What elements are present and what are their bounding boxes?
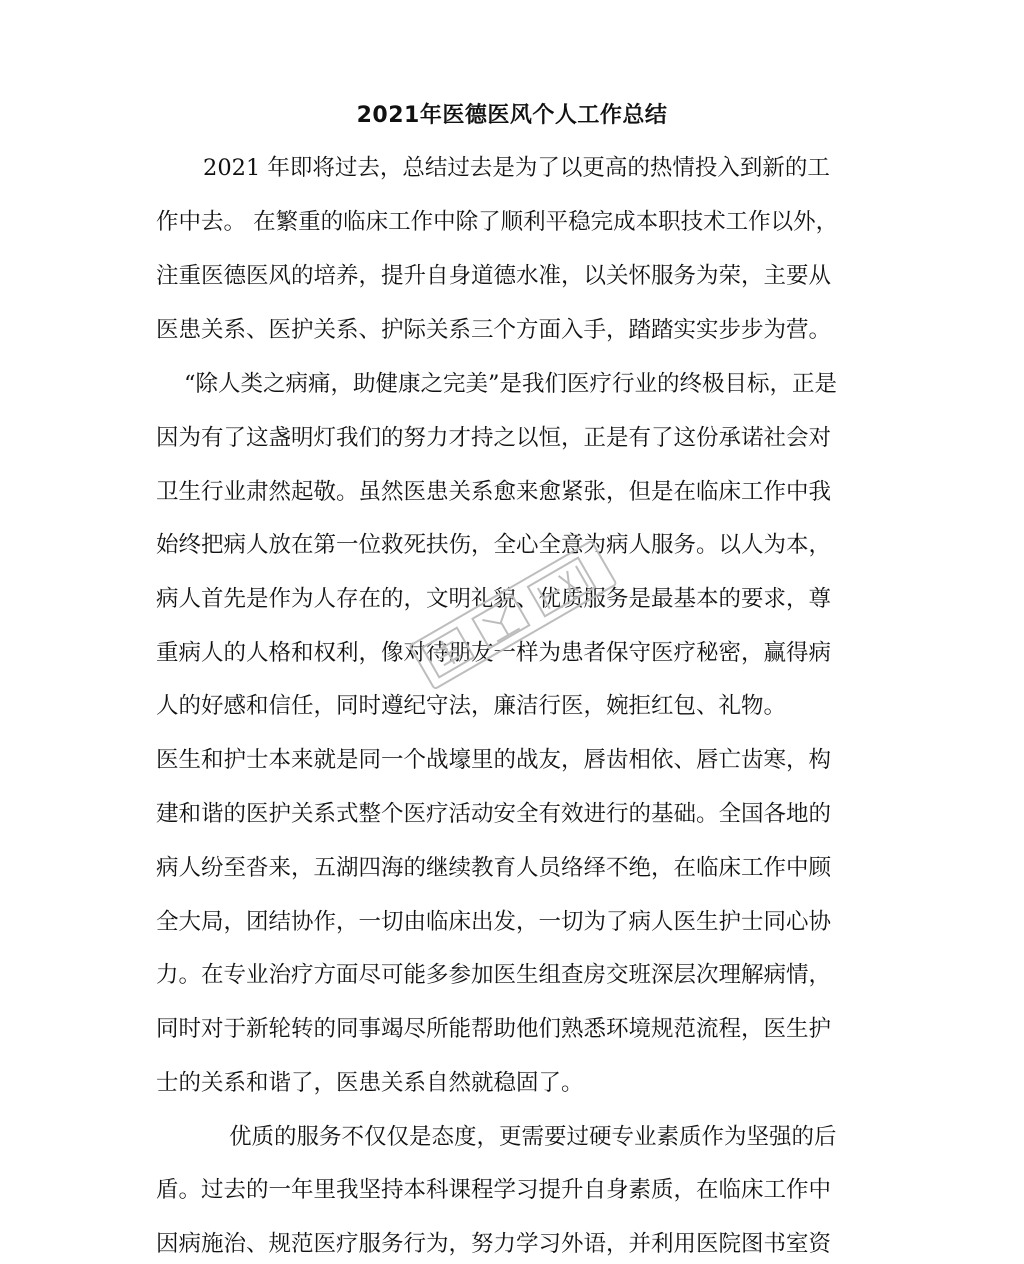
paragraph-line: 病人首先是作为人存在的，文明礼貌、优质服务是最基本的要求，尊 [156,586,832,612]
paragraph-line: 2021 年即将过去，总结过去是为了以更高的热情投入到新的工 [203,155,830,181]
paragraph-line: 注重医德医风的培养，提升自身道德水准，以关怀服务为荣，主要从 [156,263,832,289]
paragraph-line: 建和谐的医护关系式整个医疗活动安全有效进行的基础。全国各地的 [156,801,832,827]
paragraph-line: 医生和护士本来就是同一个战壕里的战友，唇齿相依、唇亡齿寒，构 [156,747,832,773]
paragraph-line: 因病施治、规范医疗服务行为，努力学习外语，并利用医院图书室资 [156,1231,832,1257]
paragraph-line: “除人类之病痛，助健康之完美”是我们医疗行业的终极目标，正是 [184,371,838,397]
paragraph-line: 病人纷至沓来，五湖四海的继续教育人员络绎不绝，在临床工作中顾 [156,855,832,881]
paragraph-line: 盾。过去的一年里我坚持本科课程学习提升自身素质，在临床工作中 [156,1177,832,1203]
paragraph-line: 医患关系、医护关系、护际关系三个方面入手，踏踏实实步步为营。 [156,317,832,343]
paragraph-line: 全大局，团结协作，一切由临床出发，一切为了病人医生护士同心协 [156,909,832,935]
document-title: 2021年医德医风个人工作总结 [356,103,668,128]
paragraph-line: 优质的服务不仅仅是态度，更需要过硬专业素质作为坚强的后 [229,1124,837,1150]
paragraph-line: 始终把病人放在第一位救死扶伤，全心全意为病人服务。以人为本， [156,532,832,558]
paragraph-line: 力。在专业治疗方面尽可能多参加医生组查房交班深层次理解病情， [156,962,832,988]
paragraph-line: 重病人的人格和权利，像对待朋友一样为患者保守医疗秘密，赢得病 [156,640,832,666]
paragraph-line: 士的关系和谐了，医患关系自然就稳固了。 [156,1070,584,1096]
paragraph-line: 同时对于新轮转的同事竭尽所能帮助他们熟悉环境规范流程，医生护 [156,1016,832,1042]
paragraph-line: 作中去。 在繁重的临床工作中除了顺利平稳完成本职技术工作以外， [156,209,839,235]
paragraph-line: 因为有了这盏明灯我们的努力才持之以恒，正是有了这份承诺社会对 [156,425,832,451]
paragraph-line: 人的好感和信任，同时遵纪守法，廉洁行医，婉拒红包、礼物。 [156,693,787,719]
paragraph-line: 卫生行业肃然起敬。虽然医患关系愈来愈紧张，但是在临床工作中我 [156,479,832,505]
